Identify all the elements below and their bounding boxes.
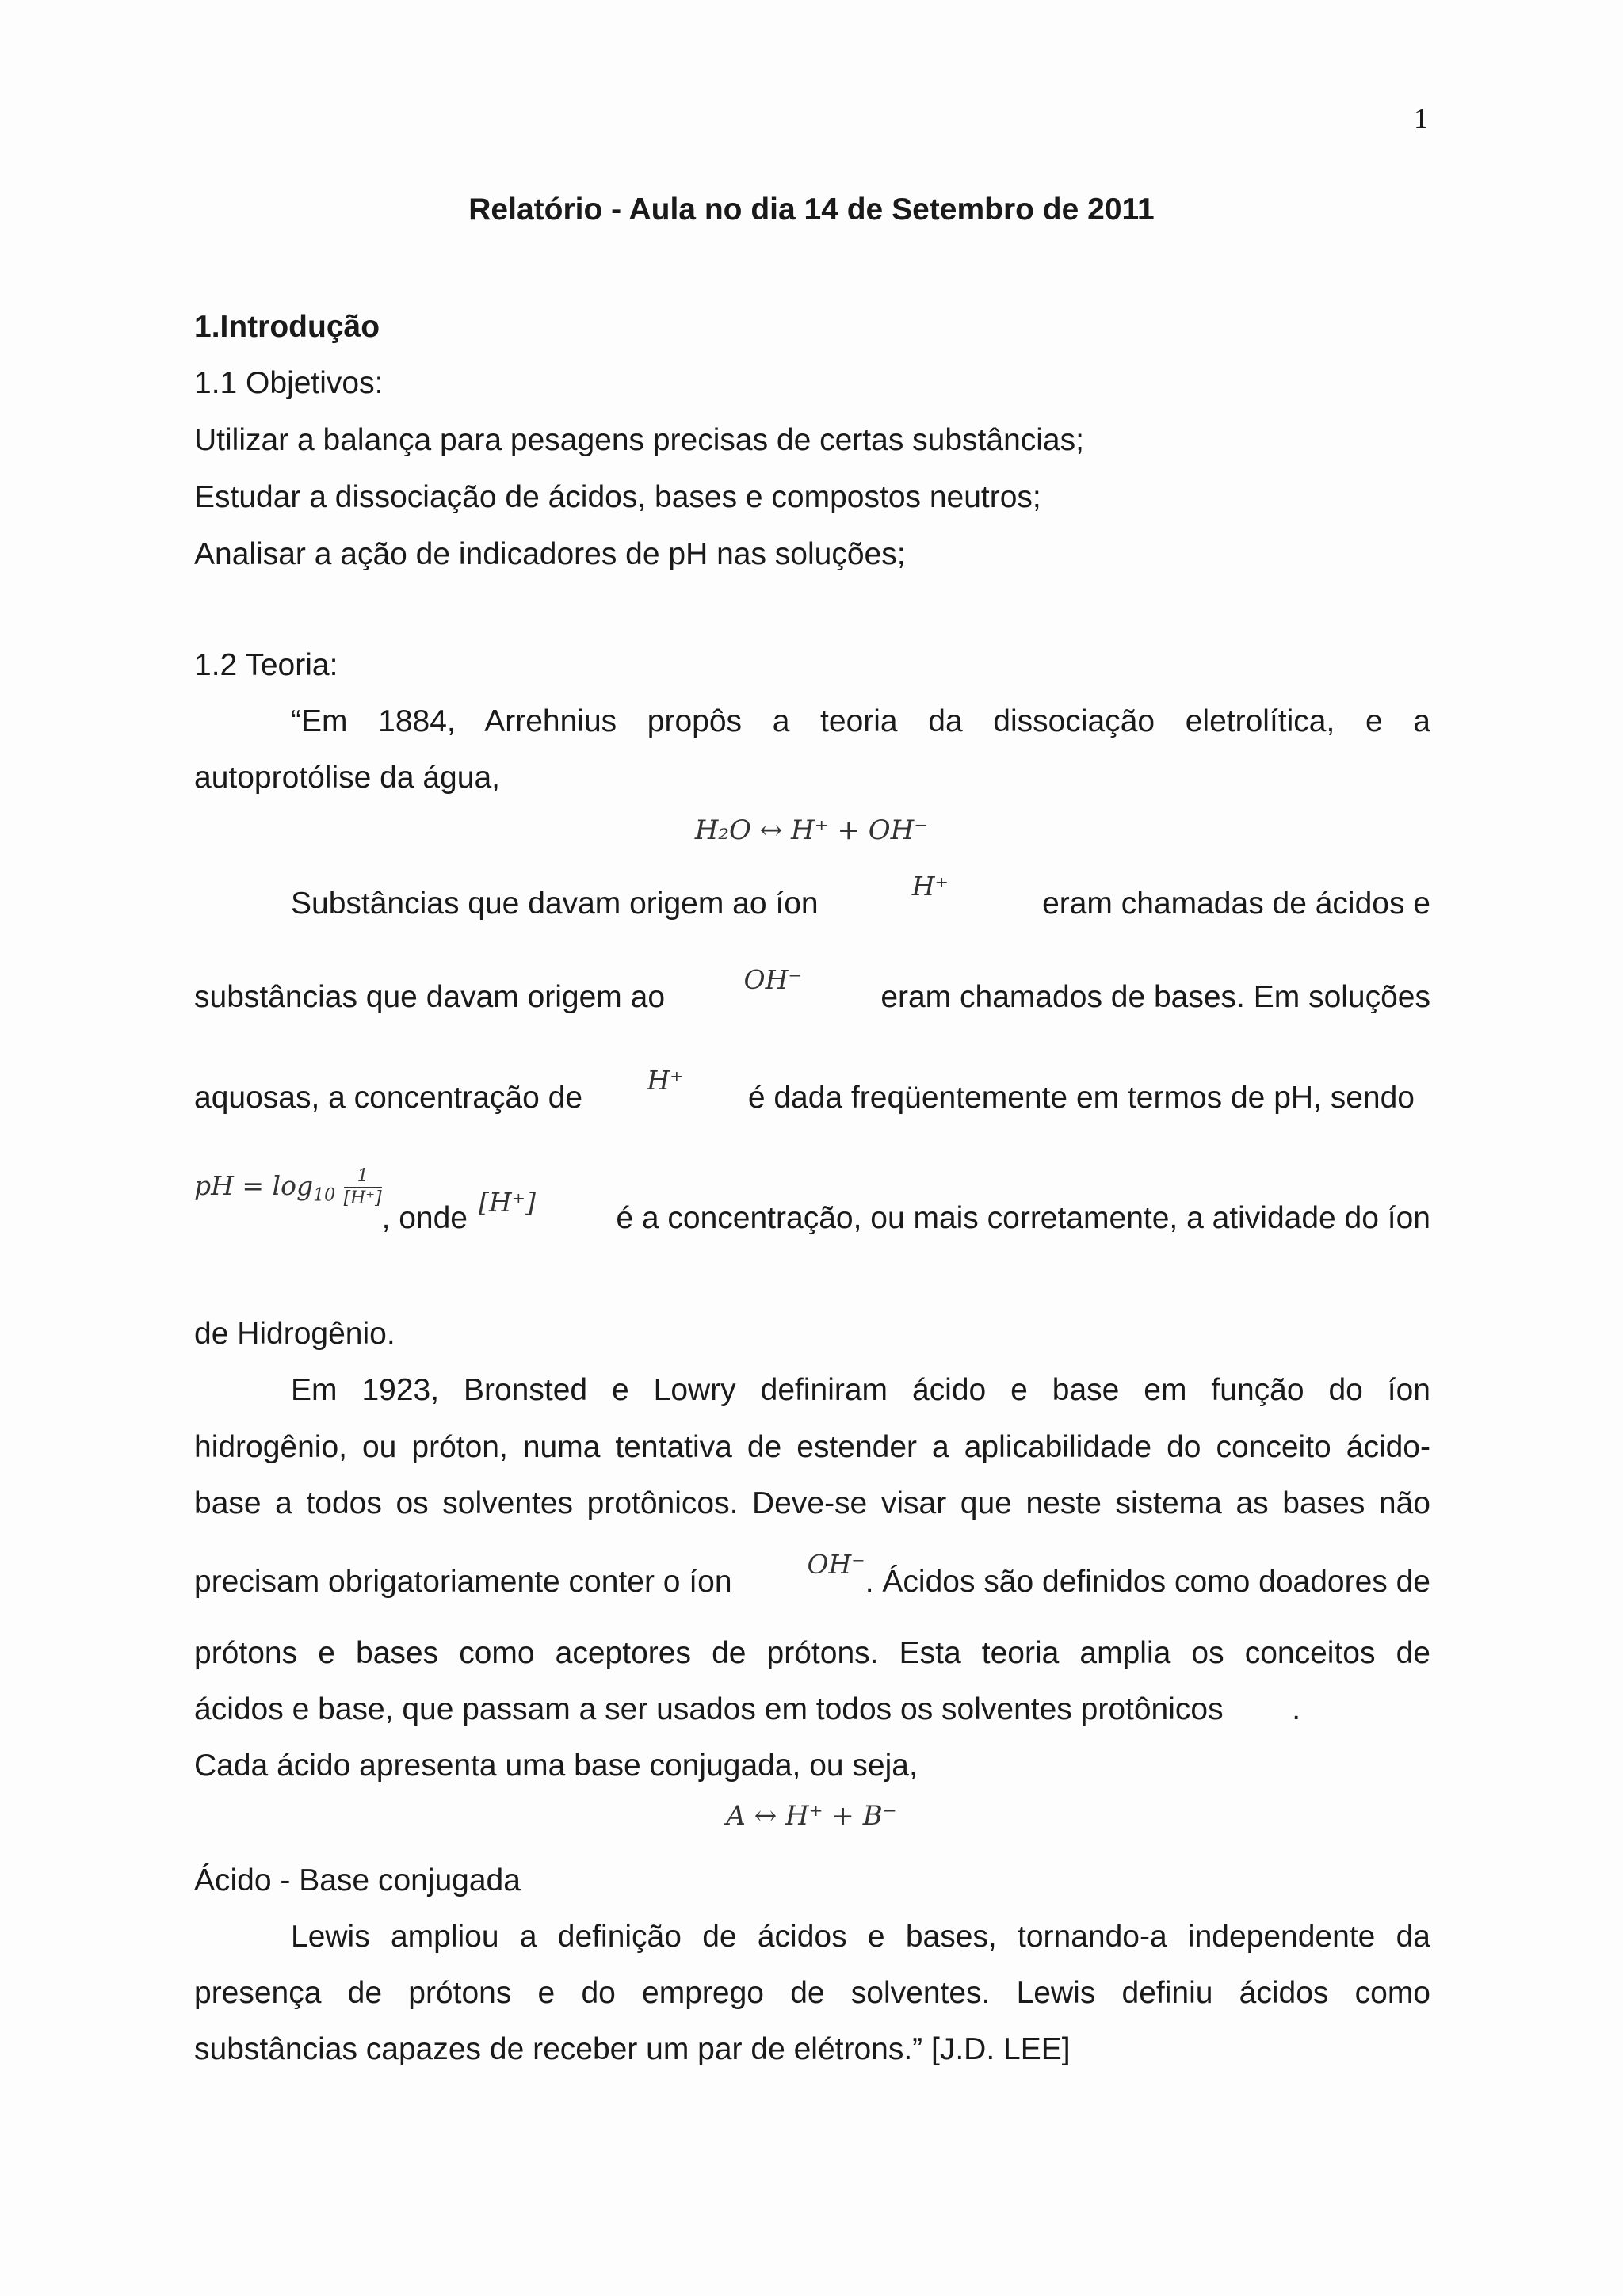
page-number: 1 [1414,102,1428,134]
page-title: Relatório - Aula no dia 14 de Setembro de 2011 [468,193,1155,227]
fraction-numerator: 1 [344,1166,382,1188]
symbol-oh-minus: OH⁻ [807,1549,865,1580]
paragraph-text: aquosas, a concentração de [194,1081,583,1115]
fraction [344,1166,382,1209]
paragraph-line [194,964,1430,1016]
paragraph-text: “Em 1884, Arrehnius propôs a teoria da dissociação eletrolítica, e a [291,704,1430,738]
paragraph-text: precisam obrigatoriamente conter o íon [194,1565,732,1599]
paragraph-text: Em 1923, Bronsted e Lowry definiram ácido e base em função do íon [291,1373,1430,1407]
inline-group [807,1549,1430,1601]
objective-item: Analisar a ação de indicadores de pH nas soluções; [194,537,906,571]
paragraph-line [194,1428,1430,1466]
paragraph-line: de Hidrogênio. [194,1317,395,1351]
equation-conjugate-base: A ↔ H⁺ + B⁻ [726,1800,897,1832]
symbol-h-plus: H⁺ [911,871,949,902]
paragraph-text: presença de prótons e do emprego de solventes. Lewis definiu ácidos como [194,1976,1430,2010]
paragraph-line [291,871,1430,923]
symbol-oh-minus: OH⁻ [743,964,802,995]
paragraph-text: eram chamados de bases. Em soluções [880,980,1430,1014]
objective-item: Estudar a dissociação de ácidos, bases e compostos neutros; [194,480,1041,514]
paragraph-line [194,1166,1430,1238]
paragraph-line: Cada ácido apresenta uma base conjugada, ou seja, [194,1749,918,1783]
paragraph-text: Substâncias que davam origem ao íon [291,887,819,921]
theory-heading: 1.2 Teoria: [194,648,338,682]
objective-item: Utilizar a balança para pesagens precisas de certas substâncias; [194,423,1084,457]
paragraph-line [194,1549,1430,1601]
objectives-heading: 1.1 Objetivos: [194,366,384,400]
fraction-denominator: [H⁺] [343,1188,382,1208]
paragraph-text: base a todos os solventes protônicos. Deve-se visar que neste sistema as bases não [194,1486,1430,1520]
paragraph-text: prótons e bases como aceptores de prótons. Esta teoria amplia os conceitos de [194,1636,1430,1670]
paragraph-text: é dada freqüentemente em termos de pH, sendo [747,1081,1415,1115]
ph-formula-text: pH = log [194,1170,314,1201]
paragraph-line [194,1974,1430,2012]
equation-caption: Ácido - Base conjugada [194,1863,521,1897]
paragraph-text: . Ácidos são definidos como doadores de [865,1565,1430,1599]
paragraph-line [291,1918,1430,1956]
symbol-h-plus: H⁺ [647,1065,684,1096]
log-base: 10 [313,1185,336,1206]
paragraph-line: substâncias capazes de receber um par de elétrons.” [J.D. LEE] [194,2032,1071,2066]
section-heading: 1.Introdução [194,310,380,344]
symbol-h-concentration: [H⁺] [479,1186,536,1218]
ph-formula [194,1166,382,1215]
equation-water-autoprotolysis: H₂O ↔ H⁺ + OH⁻ [694,814,929,846]
ph-formula-group [194,1166,536,1238]
paragraph-line: ácidos e base, que passam a ser usados em todos os solventes protônicos . [194,1692,1301,1726]
paragraph-line: autoprotólise da água, [194,761,500,795]
paragraph-text: substâncias que davam origem ao [194,980,666,1014]
paragraph-text: Lewis ampliou a definição de ácidos e bases, tornando-a independente da [291,1920,1430,1954]
paragraph-text: hidrogênio, ou próton, numa tentativa de estender a aplicabilidade do conceito ácido- [194,1430,1430,1464]
paragraph-line [194,1485,1430,1523]
paragraph-line [291,1371,1430,1409]
paragraph-text: eram chamadas de ácidos e [1042,887,1430,921]
paragraph-text: , onde [381,1200,468,1235]
paragraph-line [194,1634,1430,1672]
paragraph-line [194,1065,1415,1117]
paragraph-text: é a concentração, ou mais corretamente, a atividade do íon [616,1200,1430,1235]
paragraph-line [291,703,1430,741]
